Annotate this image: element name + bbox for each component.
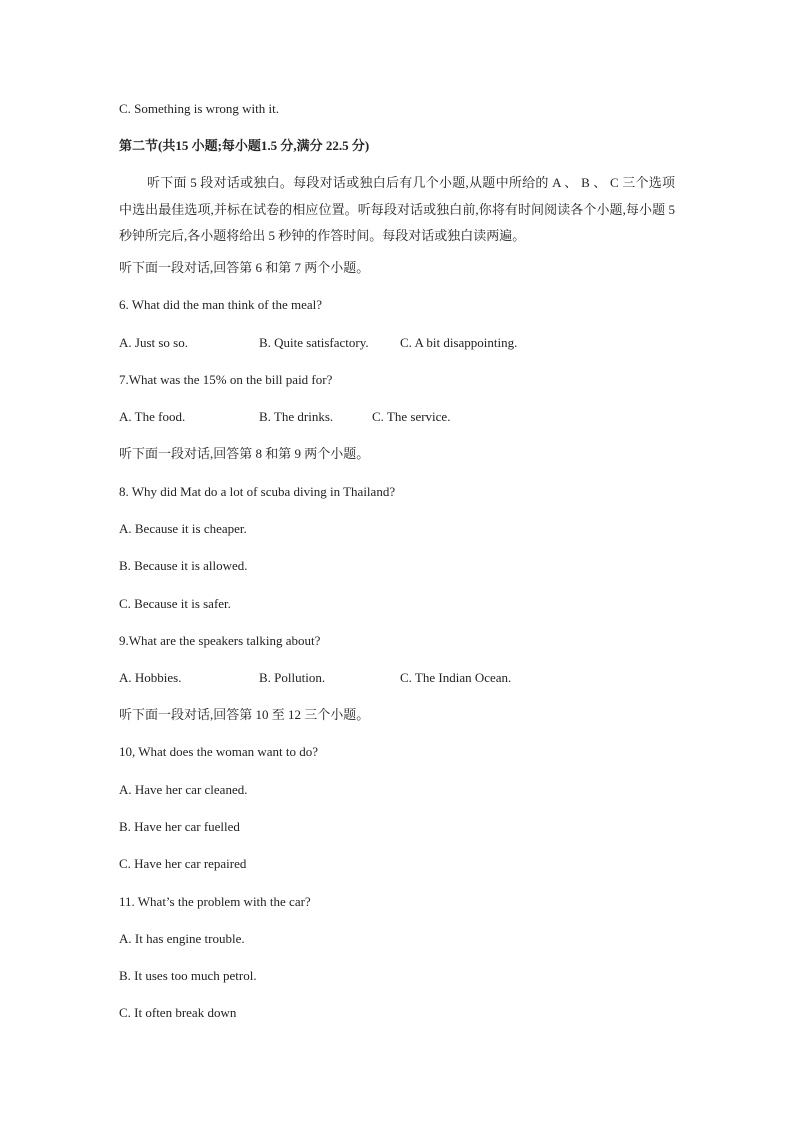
question-8-option-b[interactable]: B. Because it is allowed. bbox=[119, 558, 248, 573]
question-7-option-b[interactable]: B. The drinks. bbox=[259, 409, 334, 424]
question-9-option-c[interactable]: C. The Indian Ocean. bbox=[400, 670, 512, 685]
question-6-option-c[interactable]: C. A bit disappointing. bbox=[400, 335, 518, 350]
question-9-option-b[interactable]: B. Pollution. bbox=[259, 670, 326, 685]
dialogue-intro-8-9: 听下面一段对话,回答第 8 和第 9 两个小题。 bbox=[119, 446, 370, 461]
question-8-option-c[interactable]: C. Because it is safer. bbox=[119, 596, 231, 611]
question-10-option-b[interactable]: B. Have her car fuelled bbox=[119, 819, 240, 834]
answer-option-c-previous: C. Something is wrong with it. bbox=[119, 101, 279, 116]
question-7-option-c[interactable]: C. The service. bbox=[372, 409, 451, 424]
question-6-option-b[interactable]: B. Quite satisfactory. bbox=[259, 335, 369, 350]
question-9: 9.What are the speakers talking about? bbox=[119, 633, 321, 648]
question-8: 8. Why did Mat do a lot of scuba diving in Thailand? bbox=[119, 484, 396, 499]
question-11-option-c[interactable]: C. It often break down bbox=[119, 1005, 237, 1020]
question-8-option-a[interactable]: A. Because it is cheaper. bbox=[119, 521, 247, 536]
question-10-option-a[interactable]: A. Have her car cleaned. bbox=[119, 782, 248, 797]
section-heading: 第二节(共15 小题;每小题1.5 分,满分 22.5 分) bbox=[119, 138, 370, 153]
question-6: 6. What did the man think of the meal? bbox=[119, 297, 323, 312]
question-11-option-a[interactable]: A. It has engine trouble. bbox=[119, 931, 245, 946]
section-instructions: 听下面 5 段对话或独白。每段对话或独白后有几个小题,从题中所给的 A 、 B 、 C 三个选项中选出最佳选项,并标在试卷的相应位置。听每段对话或独白前,你将有时间阅读各个小题,每小题 5 秒钟所完后,各小题将给出 5 秒钟的作答时间。每段对话或独白读两遍。 bbox=[119, 175, 675, 243]
question-9-option-a[interactable]: A. Hobbies. bbox=[119, 670, 182, 685]
dialogue-intro-10-12: 听下面一段对话,回答第 10 至 12 三个小题。 bbox=[119, 707, 370, 722]
question-11-option-b[interactable]: B. It uses too much petrol. bbox=[119, 968, 257, 983]
question-10: 10, What does the woman want to do? bbox=[119, 744, 319, 759]
question-7: 7.What was the 15% on the bill paid for? bbox=[119, 372, 333, 387]
question-6-option-a[interactable]: A. Just so so. bbox=[119, 335, 188, 350]
question-11: 11. What’s the problem with the car? bbox=[119, 894, 311, 909]
question-10-option-c[interactable]: C. Have her car repaired bbox=[119, 856, 247, 871]
dialogue-intro-6-7: 听下面一段对话,回答第 6 和第 7 两个小题。 bbox=[119, 260, 370, 275]
question-7-option-a[interactable]: A. The food. bbox=[119, 409, 186, 424]
